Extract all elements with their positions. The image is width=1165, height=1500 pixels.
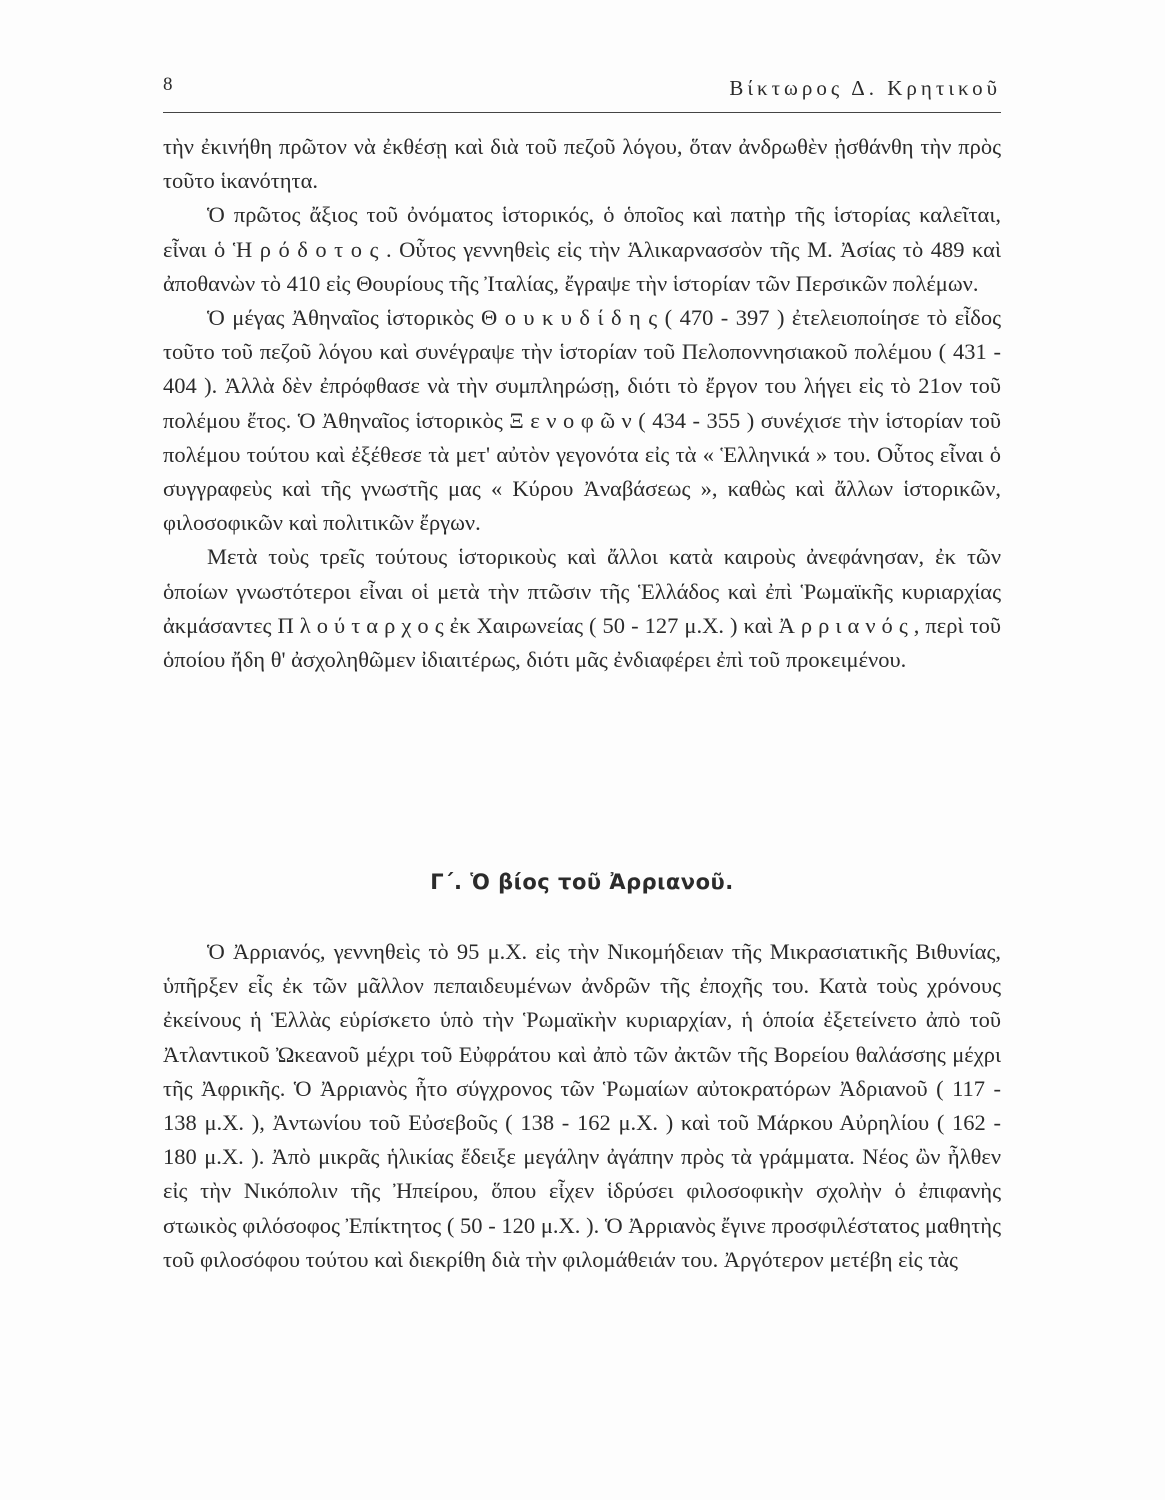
- paragraph-later-historians: Μετὰ τοὺς τρεῖς τούτους ἱστορικοὺς καὶ ἄλλοι κατὰ καιροὺς ἀνεφάνησαν, ἐκ τῶν ὁποίων γνωστότεροι εἶναι οἱ μετὰ τὴν πτῶσιν τῆς Ἑλλάδος καὶ ἐπὶ Ῥωμαϊκῆς κυριαρχίας ἀκμάσαντες Π λ ο ύ τ α ρ χ ο ς ἐκ Χαιρωνείας ( 50 - 127 μ.Χ. ) καὶ Ἀ ρ ρ ι α ν ό ς , περὶ τοῦ ὁποίου ἤδη θ' ἀσχοληθῶμεν ἰδιαιτέρως, διότι μᾶς ἐνδιαφέρει ἐπὶ τοῦ προκειμένου.: [163, 544, 1001, 673]
- paragraph-arrian-life: Ὁ Ἀρριανός, γεννηθεὶς τὸ 95 μ.Χ. εἰς τὴν Νικομήδειαν τῆς Μικρασιατικῆς Βιθυνίας, ὑπῆρξεν εἷς ἐκ τῶν μᾶλλον πεπαιδευμένων ἀνδρῶν τῆς ἐποχῆς του. Κατὰ τοὺς χρόνους ἐκείνους ἡ Ἑλλὰς εὑρίσκετο ὑπὸ τὴν Ῥωμαϊκὴν κυριαρχίαν, ἡ ὁποία ἐξετείνετο ἀπὸ τοῦ Ἀτλαντικοῦ Ὠκεανοῦ μέχρι τοῦ Εὐφράτου καὶ ἀπὸ τῶν ἀκτῶν τῆς Βορείου θαλάσσης μέχρι τῆς Ἀφρικῆς. Ὁ Ἀρριανὸς ἦτο σύγχρονος τῶν Ῥωμαίων αὐτοκρατόρων Ἀδριανοῦ ( 117 - 138 μ.Χ. ), Ἀντωνίου τοῦ Εὐσεβοῦς ( 138 - 162 μ.Χ. ) καὶ τοῦ Μάρκου Αὐρηλίου ( 162 - 180 μ.Χ. ). Ἀπὸ μικρᾶς ἡλικίας ἔδειξε μεγάλην ἀγάπην πρὸς τὰ γράμματα. Νέος ὢν ἦλθεν εἰς τὴν Νικόπολιν τῆς Ἠπείρου, ὅπου εἶχεν ἱδρύσει φιλοσοφικὴν σχολὴν ὁ ἐπιφανὴς στωικὸς φιλόσοφος Ἐπίκτητος ( 50 - 120 μ.Χ. ). Ὁ Ἀρριανὸς ἔγινε προσφιλέστατος μαθητὴς τοῦ φιλοσόφου τούτου καὶ διεκρίθη διὰ τὴν φιλομάθειάν του. Ἀργότερον μετέβη εἰς τὰς: [163, 939, 1001, 1272]
- running-head: Βίκτωρος Δ. Κρητικοῦ: [729, 76, 1001, 100]
- page-number: 8: [163, 74, 173, 95]
- section-body-text: [163, 935, 1001, 1277]
- paragraph-thucydides: Ὁ μέγας Ἀθηναῖος ἱστορικὸς Θ ο υ κ υ δ ί δ η ς ( 470 - 397 ) ἐτελειοποίησε τὸ εἶδος τοῦτο τοῦ πεζοῦ λόγου καὶ συνέγραψε τὴν ἱστορίαν τοῦ Πελοποννησιακοῦ πολέμου ( 431 - 404 ). Ἀλλὰ δὲν ἐπρόφθασε νὰ τὴν συμπληρώσῃ, διότι τὸ ἔργον του λήγει εἰς τὸ 21ον τοῦ πολέμου ἔτος. Ὁ Ἀθηναῖος ἱστορικὸς Ξ ε ν ο φ ῶ ν ( 434 - 355 ) συνέχισε τὴν ἱστορίαν τοῦ πολέμου τούτου καὶ ἐξέθεσε τὰ μετ' αὐτὸν γεγονότα εἰς τὰ « Ἑλληνικά » του. Οὗτος εἶναι ὁ συγγραφεὺς καὶ τῆς γνωστῆς μας « Κύρου Ἀναβάσεως », καθὼς καὶ ἄλλων ἱστορικῶν, φιλοσοφικῶν καὶ πολιτικῶν ἔργων.: [163, 305, 1001, 536]
- section-heading: Γ΄. Ὁ βίος τοῦ Ἀρριανοῦ.: [430, 870, 734, 894]
- body-text: [163, 130, 1001, 677]
- page-header: [163, 72, 1001, 113]
- paragraph-continuation: τὴν ἐκινήθη πρῶτον νὰ ἐκθέσῃ καὶ διὰ τοῦ πεζοῦ λόγου, ὅταν ἀνδρωθὲν ᾐσθάνθη τὴν πρὸς τοῦτο ἱκανότητα.: [163, 134, 1001, 194]
- paragraph-herodotus: Ὁ πρῶτος ἄξιος τοῦ ὀνόματος ἱστορικός, ὁ ὁποῖος καὶ πατὴρ τῆς ἱστορίας καλεῖται, εἶναι ὁ Ἡ ρ ό δ ο τ ο ς . Οὗτος γεννηθεὶς εἰς τὴν Ἁλικαρνασσὸν τῆς Μ. Ἀσίας τὸ 489 καὶ ἀποθανὼν τὸ 410 εἰς Θουρίους τῆς Ἰταλίας, ἔγραψε τὴν ἱστορίαν τῶν Περσικῶν πολέμων.: [163, 202, 1001, 296]
